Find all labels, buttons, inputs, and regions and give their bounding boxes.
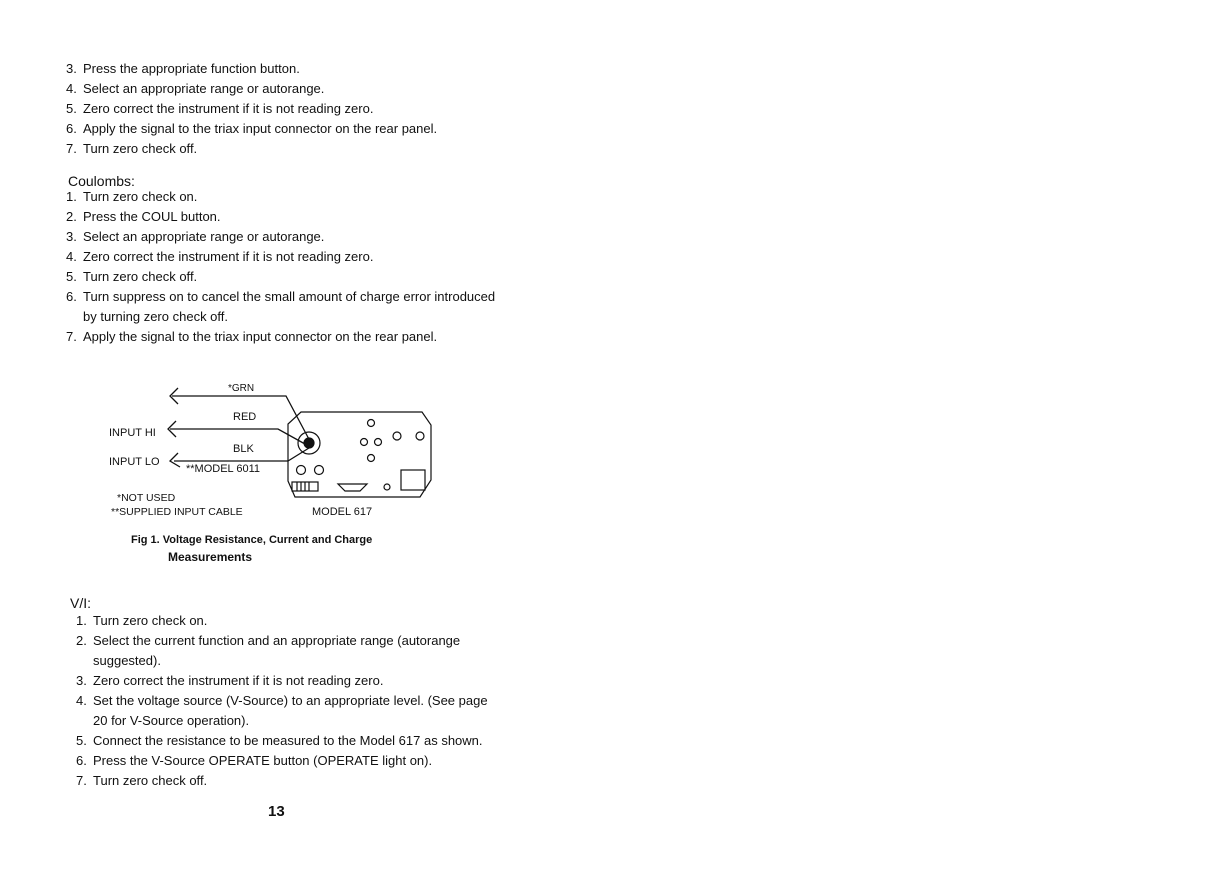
step-number: 7.	[66, 329, 77, 344]
list-item	[66, 79, 506, 99]
step-number: 7.	[66, 141, 77, 156]
grn-label: *GRN	[228, 383, 255, 394]
step-number: 3.	[66, 61, 77, 76]
step-number: 3.	[66, 229, 77, 244]
red-label: RED	[233, 411, 257, 423]
step-number: 3.	[76, 673, 87, 688]
step-number: 6.	[66, 121, 77, 136]
step-text: Connect the resistance to be measured to the Model 617 as shown.	[93, 733, 483, 748]
step-number: 1.	[66, 189, 77, 204]
input-cable-wires	[168, 388, 311, 467]
step-text: Zero correct the instrument if it is not reading zero.	[83, 101, 374, 116]
step-text: Turn zero check off.	[93, 773, 208, 788]
step-text: Press the COUL button.	[83, 209, 221, 224]
list-item	[76, 691, 500, 731]
step-text: Apply the signal to the triax input connector on the rear panel.	[83, 329, 438, 344]
step-number: 2.	[76, 633, 87, 648]
step-text: Select the current function and an appropriate range (autorange suggested).	[93, 633, 461, 668]
list-item	[76, 751, 500, 771]
list-item	[66, 119, 506, 139]
input-hi-label: INPUT HI	[109, 427, 156, 439]
list-item	[66, 187, 506, 207]
step-number: 6.	[76, 753, 87, 768]
caption-line-2: Measurements	[168, 550, 253, 564]
step-number: 2.	[66, 209, 77, 224]
step-number: 5.	[76, 733, 87, 748]
model-6011-label: **MODEL 6011	[186, 463, 260, 475]
list-item	[76, 671, 500, 691]
step-text: Press the V-Source OPERATE button (OPERATE light on).	[93, 753, 433, 768]
step-text: Turn zero check on.	[83, 189, 198, 204]
step-text: Select an appropriate range or autorange.	[83, 229, 325, 244]
coulombs-heading: Coulombs:	[68, 173, 135, 189]
list-item	[66, 327, 506, 347]
step-number: 4.	[66, 249, 77, 264]
not-used-note: *NOT USED	[117, 492, 176, 504]
list-item	[76, 611, 500, 631]
step-text: Zero correct the instrument if it is not reading zero.	[83, 249, 374, 264]
list-item	[66, 227, 506, 247]
step-text: Turn zero check on.	[93, 613, 208, 628]
model-617-label: MODEL 617	[312, 506, 373, 518]
step-text: Select an appropriate range or autorange.	[83, 81, 325, 96]
step-text: Turn suppress on to cancel the small amount of charge error introduced by turning zero check off.	[83, 289, 496, 324]
step-text: Turn zero check off.	[83, 269, 198, 284]
step-text: Zero correct the instrument if it is not reading zero.	[93, 673, 384, 688]
step-text: Turn zero check off.	[83, 141, 198, 156]
supplied-cable-note: **SUPPLIED INPUT CABLE	[111, 506, 243, 518]
list-item	[66, 287, 506, 327]
coulombs-steps-list	[66, 187, 506, 347]
list-item	[66, 267, 506, 287]
step-number: 7.	[76, 773, 87, 788]
list-item	[66, 139, 506, 159]
step-number: 5.	[66, 101, 77, 116]
caption-line-1: Fig 1. Voltage Resistance, Current and Charge	[131, 534, 373, 546]
step-number: 5.	[66, 269, 77, 284]
model-617-rear-panel	[288, 412, 431, 497]
step-text: Press the appropriate function button.	[83, 61, 300, 76]
list-item	[66, 59, 506, 79]
vi-steps-list	[76, 611, 500, 791]
list-item	[66, 99, 506, 119]
list-item	[76, 631, 500, 671]
list-item	[66, 247, 506, 267]
input-lo-label: INPUT LO	[109, 456, 160, 468]
step-number: 4.	[76, 693, 87, 708]
connection-diagram	[100, 368, 440, 518]
page-number: 13	[268, 803, 285, 820]
step-number: 6.	[66, 289, 77, 304]
step-text: Set the voltage source (V-Source) to an appropriate level. (See page 20 for V-Source operation).	[93, 693, 488, 728]
figure-caption	[131, 532, 471, 566]
step-number: 1.	[76, 613, 87, 628]
blk-label: BLK	[233, 443, 254, 455]
list-item	[76, 771, 500, 791]
step-text: Apply the signal to the triax input connector on the rear panel.	[83, 121, 438, 136]
list-item	[76, 731, 500, 751]
steps-list-continued	[66, 59, 506, 159]
vi-heading: V/I:	[70, 595, 92, 611]
list-item	[66, 207, 506, 227]
step-number: 4.	[66, 81, 77, 96]
